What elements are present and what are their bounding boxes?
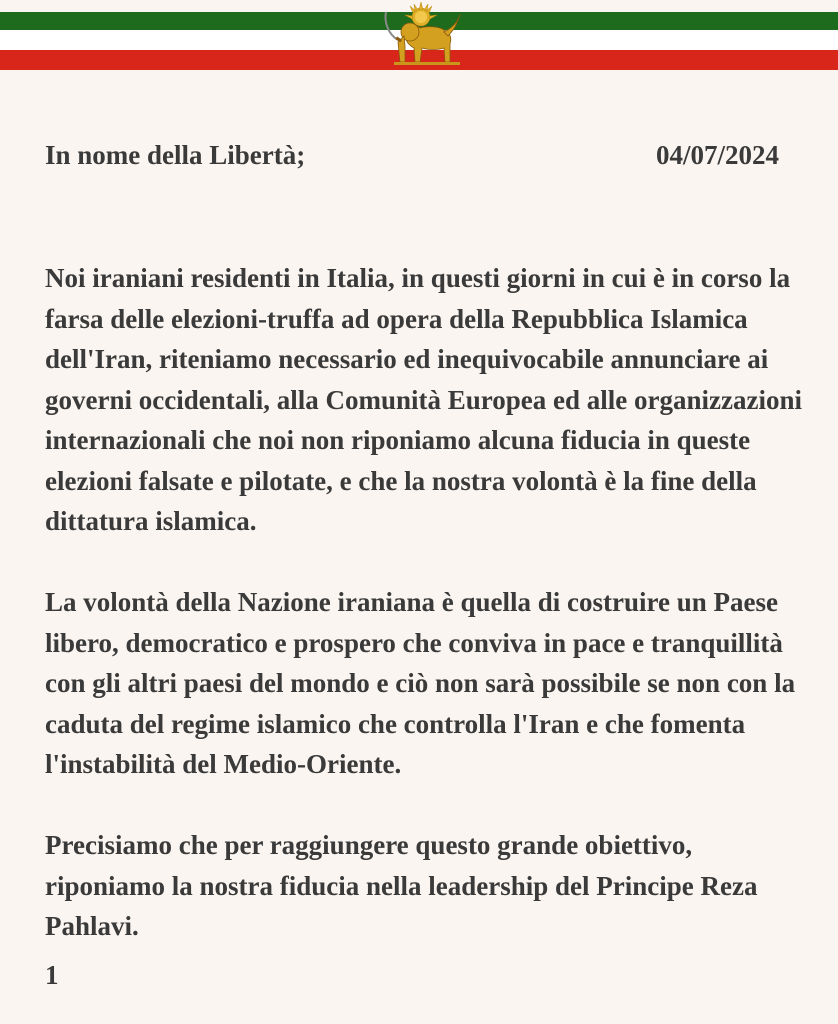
salutation: In nome della Libertà; xyxy=(45,140,306,170)
page-number: 1 xyxy=(45,960,59,990)
letter-header xyxy=(45,140,783,180)
paragraph-3: Precisiamo che per raggiungere questo grande obiettivo, riponiamo la nostra fiducia nella leadership del Principe Reza Pahlavi. xyxy=(45,830,758,941)
letter-body xyxy=(45,258,805,987)
letter-date: 04/07/2024 xyxy=(655,140,779,170)
lion-and-sun-icon xyxy=(372,0,466,72)
paragraph-2: La volontà della Nazione iraniana è quella di costruire un Paese libero, democratico e prospero che conviva in pace e tranquillità con gli altri paesi del mondo e ciò non sarà possibile se non con la caduta del regime islamico che controlla l'Iran e che fomenta l'instabilità del Medio-Oriente. xyxy=(45,587,796,779)
paragraph-1: Noi iraniani residenti in Italia, in questi giorni in cui è in corso la farsa delle elezioni-truffa ad opera della Repubblica Islamica dell'Iran, riteniamo necessario ed inequivocabile annunciare ai governi occidentali, alla Comunità Europea ed alle organizzazioni internazionali che noi non riponiamo alcuna fiducia in queste elezioni falsate e pilotate, e che la nostra volontà è la fine della dittatura islamica. xyxy=(45,263,802,536)
